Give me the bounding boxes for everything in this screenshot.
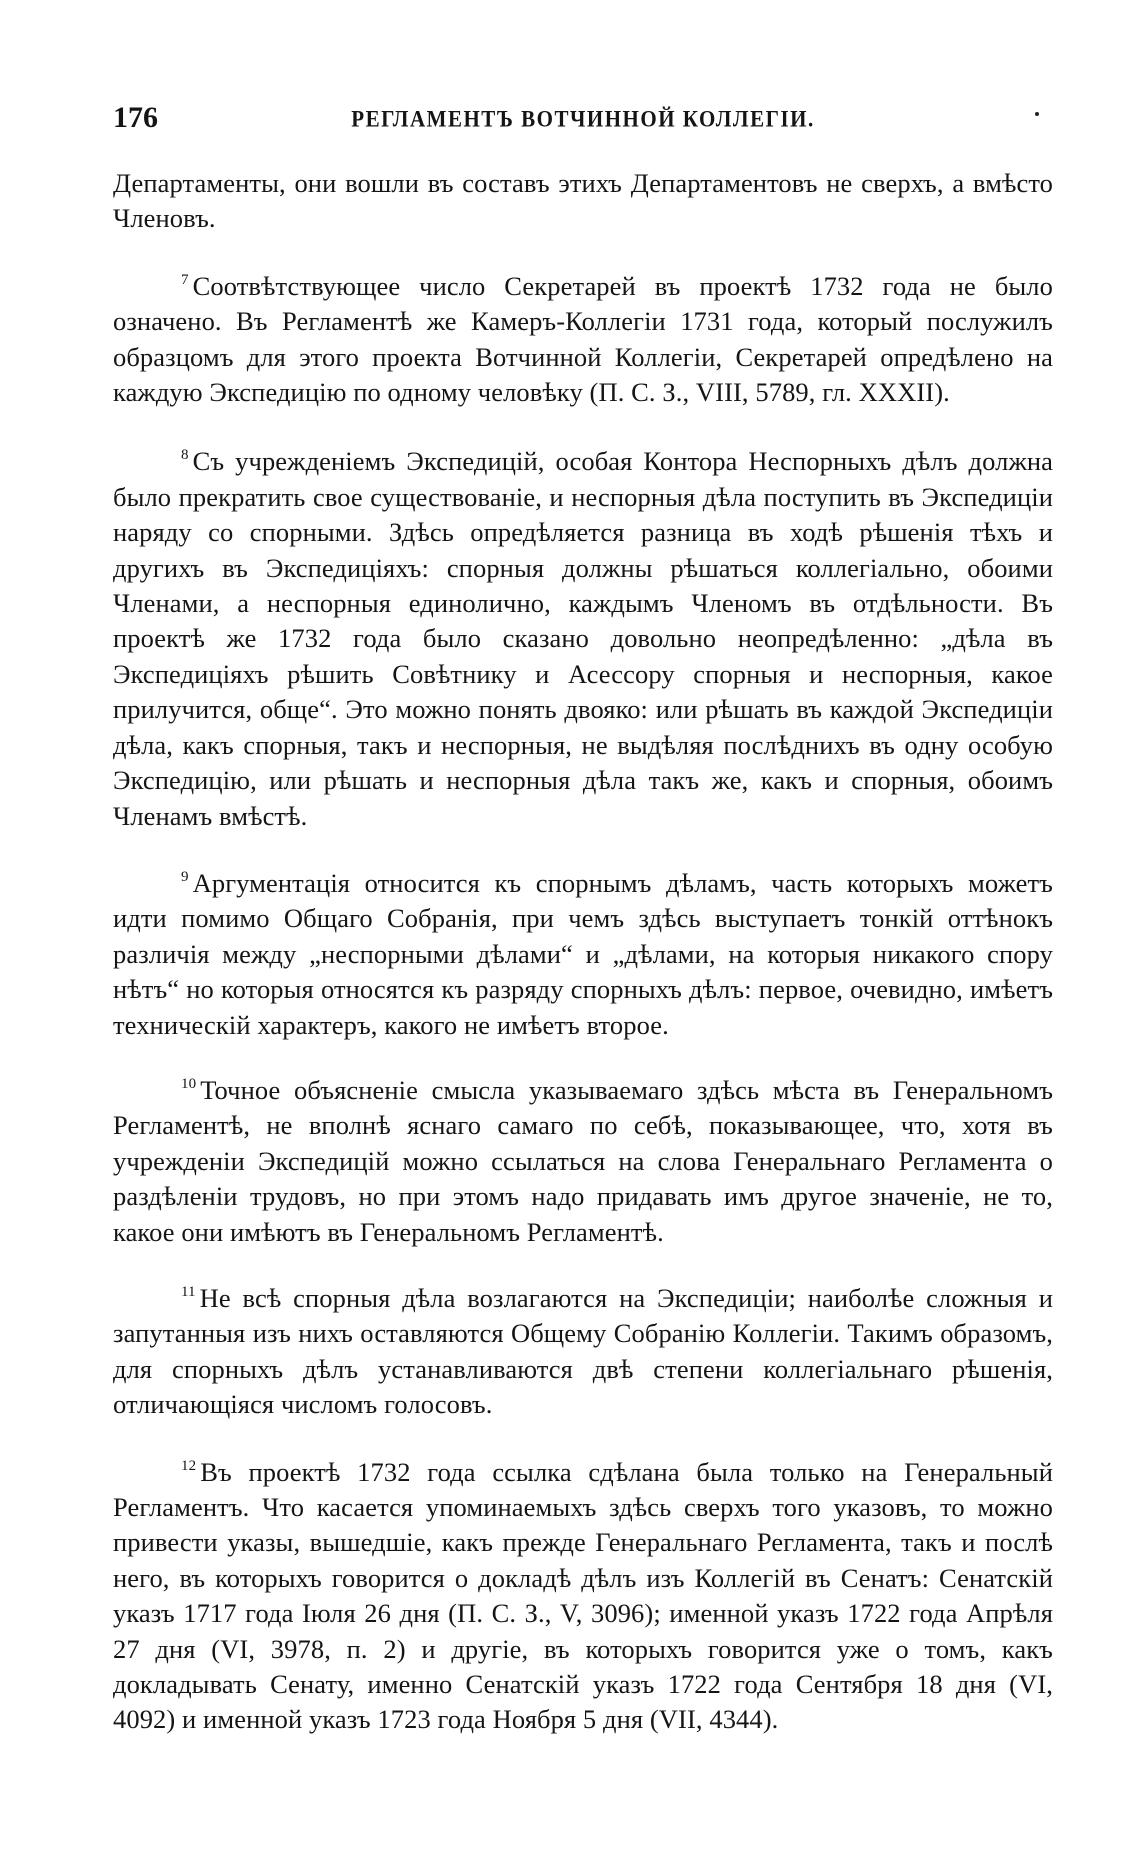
- footnote-text: Точное объясненіе смысла указываемаго здѣсь мѣста въ Генеральномъ Регламентѣ, не вполнѣ яснаго самаго по себѣ, показывающее, что, хотя въ учрежденіи Экспедицій можно ссылаться на слова Генеральнаго Регламента о раздѣленіи трудовъ, но при этомъ надо придавать имъ другое значеніе, не то, какое они имѣютъ въ Генеральномъ Регламентѣ.: [113, 1074, 1053, 1247]
- stray-dot-mark: [1035, 112, 1039, 116]
- footnote-7: [113, 269, 1053, 411]
- footnote-marker: 9: [181, 868, 189, 885]
- footnote-10: [113, 1073, 1053, 1250]
- page-number: 176: [113, 101, 158, 134]
- footnote-text: Въ проектѣ 1732 года ссылка сдѣлана была только на Генеральный Регламентъ. Что касается упоминаемыхъ здѣсь сверхъ того указовъ, то можно привести указы, вышедшіе, какъ прежде Генеральнаго Регламента, такъ и послѣ него, въ которыхъ говорится о докладѣ дѣлъ изъ Коллегій въ Сенатъ: Сенатскій указъ 1717 года Іюля 26 дня (П. С. З., V, 3096); именной указъ 1722 года Апрѣля 27 дня (VI, 3978, п. 2) и другіе, въ которыхъ говорится уже о томъ, какъ докладывать Сенату, именно Сенатскій указъ 1722 года Сентября 18 дня (VI, 4092) и именной указъ 1723 года Ноября 5 дня (VII, 4344).: [113, 1456, 1053, 1735]
- running-title: РЕГЛАМЕНТЪ ВОТЧИННОЙ КОЛЛЕГІИ.: [351, 105, 815, 133]
- footnote-marker: 12: [181, 1457, 197, 1474]
- footnote-11: [113, 1281, 1053, 1423]
- footnote-marker: 11: [181, 1283, 196, 1300]
- footnote-8: [113, 444, 1053, 833]
- footnote-12: [113, 1455, 1053, 1738]
- footnote-text: Съ учрежденіемъ Экспедицій, особая Контора Неспорныхъ дѣлъ должна было прекратить свое существованіе, и неспорныя дѣла поступить въ Экспедиціи наряду со спорными. Здѣсь опредѣляется разница въ ходѣ рѣшенія тѣхъ и другихъ въ Экспедиціяхъ: спорныя должны рѣшаться коллегіально, обоими Членами, а неспорныя единолично, каждымъ Членомъ въ отдѣльности. Въ проектѣ же 1732 года было сказано довольно неопредѣленно: „дѣла въ Экспедиціяхъ рѣшить Совѣтнику и Асессору спорныя и неспорныя, какое прилучится, обще“. Это можно понять двояко: или рѣшать въ каждой Экспедиціи дѣла, какъ спорныя, такъ и неспорныя, не выдѣляя послѣднихъ въ одну особую Экспедицію, или рѣшать и неспорныя дѣла такъ же, какъ и спорныя, обоимъ Членамъ вмѣстѣ.: [113, 446, 1053, 831]
- continued-paragraph: Департаменты, они вошли въ составъ этихъ Департаментовъ не сверхъ, а вмѣсто Членовъ.: [113, 168, 1053, 234]
- footnote-marker: 7: [181, 271, 189, 288]
- running-head: [113, 100, 1053, 136]
- footnote-9: [113, 866, 1053, 1043]
- footnote-marker: 8: [181, 447, 189, 464]
- footnote-text: Не всѣ спорныя дѣла возлагаются на Экспедиціи; наиболѣе сложныя и запутанныя изъ нихъ оставляются Общему Собранію Коллегіи. Такимъ образомъ, для спорныхъ дѣлъ устанавливаются двѣ степени коллегіальнаго рѣшенія, отличающіяся числомъ голосовъ.: [113, 1282, 1053, 1420]
- footnote-marker: 10: [181, 1075, 197, 1092]
- page-body: [113, 166, 1053, 1738]
- footnote-text: Соотвѣтствующее число Секретарей въ проектѣ 1732 года не было означено. Въ Регламентѣ же Камеръ-Коллегіи 1731 года, который послужилъ образцомъ для этого проекта Вотчинной Коллегіи, Секретарей опредѣлено на каждую Экспедицію по одному человѣку (П. С. З., VIII, 5789, гл. XXXII).: [113, 270, 1053, 408]
- footnote-text: Аргументація относится къ спорнымъ дѣламъ, часть которыхъ можетъ идти помимо Общаго Собранія, при чемъ здѣсь выступаетъ тонкій оттѣнокъ различія между „неспорными дѣлами“ и „дѣлами, на которыя никакого спору нѣтъ“ но которыя относятся къ разряду спорныхъ дѣлъ: первое, очевидно, имѣетъ техническій характеръ, какого не имѣетъ второе.: [113, 867, 1053, 1040]
